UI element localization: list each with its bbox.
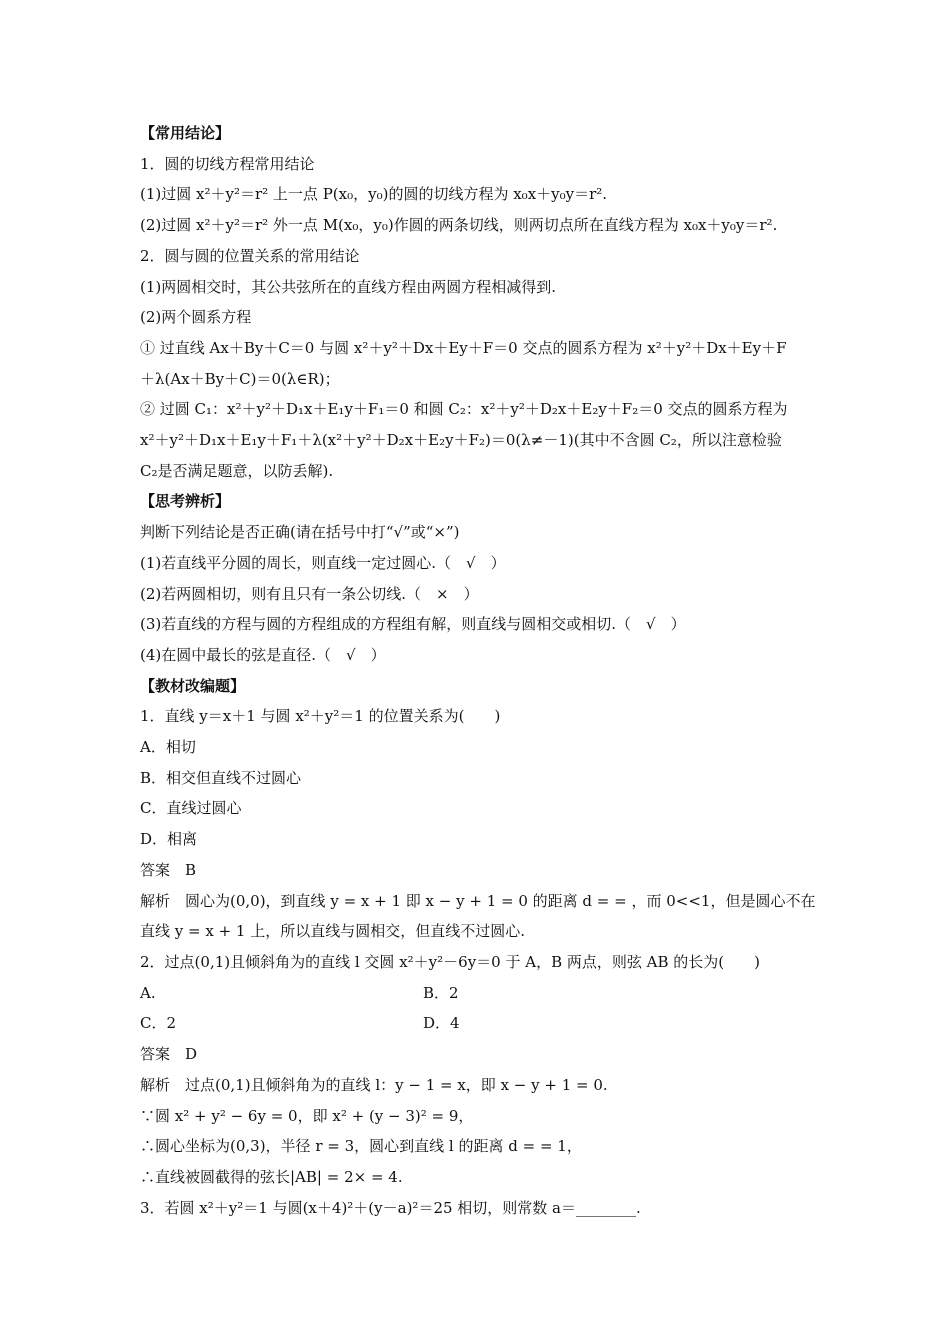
q3-stem: 3．若圆 x²＋y²＝1 与圆(x＋4)²＋(y－a)²＝25 相切，则常数 a＝________.: [140, 1198, 641, 1217]
q2-analysis-line-2: ∵圆 x² + y² − 6y = 0，即 x² + (y − 3)² = 9，: [140, 1106, 474, 1125]
common-line-1: 1．圆的切线方程常用结论: [140, 154, 315, 173]
q1-option-d: D．相离: [140, 830, 198, 849]
thinking-line-1: 判断下列结论是否正确(请在括号中打“√”或“×”): [140, 523, 460, 542]
common-line-7: ① 过直线 Ax＋By＋C＝0 与圆 x²＋y²＋Dx＋Ey＋F＝0 交点的圆系方程为 x²＋y²＋Dx＋Ey＋F: [140, 338, 787, 357]
section-heading-textbook: 【教材改编题】: [140, 676, 246, 695]
common-line-2: (1)过圆 x²＋y²＝r² 上一点 P(x₀，y₀)的圆的切线方程为 x₀x＋y₀y＝r².: [140, 185, 608, 204]
q2-analysis-line-3: ∴圆心坐标为(0,3)，半径 r = 3，圆心到直线 l 的距离 d = = 1，: [140, 1137, 582, 1156]
q1-option-c: C．直线过圆心: [140, 799, 242, 818]
q2-option-d: D．4: [423, 1014, 460, 1033]
q1-analysis-line-1: 解析 圆心为(0,0)，到直线 y = x + 1 即 x − y + 1 = 0 的距离 d = = ，而 0<<1，但是圆心不在: [140, 891, 816, 910]
section-heading-thinking: 【思考辨析】: [140, 492, 231, 511]
common-line-4: 2．圆与圆的位置关系的常用结论: [140, 246, 360, 265]
common-line-11: C₂是否满足题意，以防丢解).: [140, 461, 334, 480]
q2-options-row-2: [140, 1008, 820, 1039]
common-line-8: ＋λ(Ax＋By＋C)＝0(λ∈R)；: [140, 369, 340, 388]
common-line-3: (2)过圆 x²＋y²＝r² 外一点 M(x₀，y₀)作圆的两条切线，则两切点所在直线方程为 x₀x＋y₀y＝r².: [140, 216, 778, 235]
q1-option-b: B．相交但直线不过圆心: [140, 768, 302, 787]
q2-option-a: A.: [140, 983, 156, 1002]
section-heading-common-conclusions: 【常用结论】: [140, 124, 231, 142]
thinking-line-2: (1)若直线平分圆的周长，则直线一定过圆心.（ √ ）: [140, 553, 506, 572]
q2-answer: 答案 D: [140, 1045, 198, 1064]
thinking-line-3: (2)若两圆相切，则有且只有一条公切线.（ × ）: [140, 584, 479, 603]
q1-option-a: A．相切: [140, 738, 196, 757]
common-line-10: x²＋y²＋D₁x＋E₁y＋F₁＋λ(x²＋y²＋D₂x＋E₂y＋F₂)＝0(λ≠－1)(其中不含圆 C₂，所以注意检验: [140, 431, 782, 450]
common-line-6: (2)两个圆系方程: [140, 308, 252, 327]
q2-option-b: B．2: [423, 983, 459, 1002]
q2-stem: 2．过点(0,1)且倾斜角为的直线 l 交圆 x²＋y²－6y＝0 于 A，B 两点，则弦 AB 的长为( ): [140, 952, 760, 971]
thinking-line-4: (3)若直线的方程与圆的方程组成的方程组有解，则直线与圆相交或相切.（ √ ）: [140, 615, 686, 634]
q1-analysis-line-2: 直线 y = x + 1 上，所以直线与圆相交，但直线不过圆心.: [140, 922, 525, 941]
q2-analysis-line-1: 解析 过点(0,1)且倾斜角为的直线 l：y − 1 = x，即 x − y + 1 = 0.: [140, 1075, 608, 1094]
q2-analysis-line-4: ∴直线被圆截得的弦长|AB| = 2× = 4.: [140, 1167, 403, 1186]
q1-stem: 1．直线 y＝x＋1 与圆 x²＋y²＝1 的位置关系为( ): [140, 707, 501, 726]
thinking-line-5: (4)在圆中最长的弦是直径.（ √ ）: [140, 645, 386, 664]
q2-option-c: C．2: [140, 1014, 177, 1033]
document-page: [140, 118, 820, 1223]
q1-answer: 答案 B: [140, 860, 197, 879]
q2-options-row-1: [140, 978, 820, 1009]
common-line-5: (1)两圆相交时，其公共弦所在的直线方程由两圆方程相减得到.: [140, 277, 557, 296]
common-line-9: ② 过圆 C₁：x²＋y²＋D₁x＋E₁y＋F₁＝0 和圆 C₂：x²＋y²＋D₂x＋E₂y＋F₂＝0 交点的圆系方程为: [140, 400, 788, 419]
